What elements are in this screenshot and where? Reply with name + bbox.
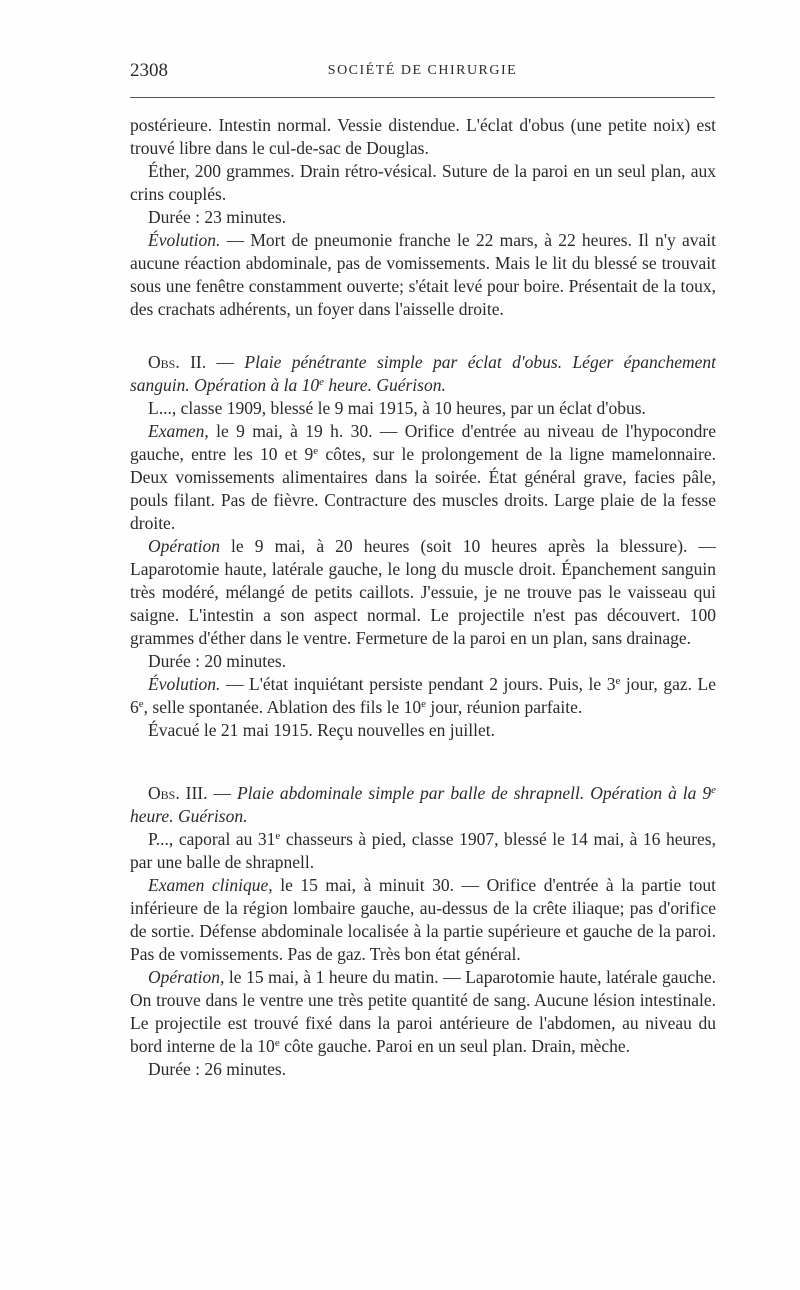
spacer <box>130 321 716 351</box>
header-rule <box>130 97 715 98</box>
title-part: heure. Guérison. <box>324 375 446 395</box>
paragraph <box>130 673 716 719</box>
superscript: e <box>319 376 324 388</box>
paragraph-text: le 9 mai, à 20 heures (soit 10 heures après la blessure). — Laparotomie haute, latérale gauche, le long du muscle droit. Épanchement sanguin très modéré, mélangé de petits caillots. J'essuie, je ne trouve pas le vaisseau qui saigne. L'intestin a son aspect normal. Le projectile n'est pas découvert. 100 grammes d'éther dans le ventre. Fermeture de la paroi en un plan, sans drainage. <box>130 536 716 648</box>
paragraph-text: côtes, sur le prolongement de la ligne mamelonnaire. Deux vomissements alimentaires dans la soirée. État général grave, facies pâle, pouls filant. Pas de fièvre. Contracture des muscles droits. Large plaie de la fesse droite. <box>130 444 717 533</box>
paragraph-text: jour, réunion parfaite. <box>426 697 583 717</box>
paragraph: L..., classe 1909, blessé le 9 mai 1915, à 10 heures, par un éclat d'obus. <box>148 398 646 418</box>
paragraph-text: jour, gaz. Le 6 <box>130 674 716 717</box>
title-part: Plaie pénétrante simple par éclat d'obus. Léger épanchement sanguin. Opération à la 10 <box>130 352 716 395</box>
section-label: Évolution. <box>148 674 221 694</box>
section-label: Examen clinique, <box>148 875 273 895</box>
body-text <box>130 114 716 1081</box>
superscript: e <box>615 675 621 687</box>
observation-heading <box>130 351 716 397</box>
paragraph: Évacué le 21 mai 1915. Reçu nouvelles en juillet. <box>148 720 495 740</box>
page-header <box>130 60 715 88</box>
paragraph-text: côte gauche. Paroi en un seul plan. Drain, mèche. <box>279 1036 631 1056</box>
paragraph-text: — Mort de pneumonie franche le 22 mars, à 22 heures. Il n'y avait aucune réaction abdominale, pas de vomissements. Mais le lit du blessé se trouvait sous une fenêtre constamment ouverte; s'était levé pour boire. Présentait de la toux, des crachats adhérents, un foyer dans l'aisselle droite. <box>130 230 716 319</box>
observation-label: Obs. III. <box>148 783 208 803</box>
paragraph: postérieure. Intestin normal. Vessie distendue. L'éclat d'obus (une petite noix) est trouvé libre dans le cul-de-sac de Douglas. <box>130 115 716 158</box>
dash: — <box>207 783 237 803</box>
paragraph: Éther, 200 grammes. Drain rétro-vésical. Suture de la paroi en un seul plan, aux crins couplés. <box>130 161 716 204</box>
paragraph-text: le 15 mai, à 1 heure du matin. — Laparotomie haute, latérale gauche. On trouve dans le ventre une très petite quantité de sang. Aucune lésion intestinale. Le projectile est trouvé fixé dans la paroi antérieure de l'abdomen, au niveau du bord interne de la 10 <box>130 967 716 1056</box>
observation-heading <box>130 782 716 828</box>
paragraph <box>130 229 716 321</box>
title-part: Plaie abdominale simple par balle de shrapnell. Opération à la 9 <box>236 783 712 803</box>
title-part: heure. Guérison. <box>130 806 248 826</box>
paragraph-text: le 15 mai, à minuit 30. — Orifice d'entrée à la partie tout inférieure de la région lombaire gauche, au-dessus de la crête iliaque; pas d'orifice de sortie. Défense abdominale localisée à la partie supérieure et gauche de la paroi. Pas de vomissements. Pas de gaz. Très bon état général. <box>130 875 716 964</box>
dash: — <box>206 352 245 372</box>
paragraph-text: chasseurs à pied, classe 1907, blessé le 14 mai, à 16 heures, par une balle de shrapnell. <box>130 829 716 872</box>
paragraph <box>130 828 716 874</box>
paragraph: Durée : 20 minutes. <box>148 651 287 671</box>
superscript: e <box>275 830 281 842</box>
superscript: e <box>313 445 319 457</box>
superscript: e <box>274 1037 280 1049</box>
paragraph-text: P..., caporal au 31 <box>148 829 276 849</box>
paragraph <box>130 966 716 1058</box>
section-label: Opération, <box>148 967 225 987</box>
spacer <box>130 742 716 782</box>
paragraph-text: — L'état inquiétant persiste pendant 2 jours. Puis, le 3 <box>220 674 616 694</box>
section-label: Opération <box>148 536 220 556</box>
paragraph <box>130 420 716 535</box>
paragraph-text: le 9 mai, à 19 h. 30. — Orifice d'entrée au niveau de l'hypocondre gauche, entre les 10 et 9 <box>130 421 716 464</box>
paragraph <box>130 535 716 650</box>
paragraph <box>130 874 716 966</box>
section-label: Examen, <box>148 421 209 441</box>
observation-label: Obs. II. <box>148 352 207 372</box>
running-title: SOCIÉTÉ DE CHIRURGIE <box>327 63 518 78</box>
paragraph-text: , selle spontanée. Ablation des fils le 10 <box>143 697 422 717</box>
superscript: e <box>421 698 427 710</box>
superscript: e <box>711 784 717 796</box>
paragraph: Durée : 26 minutes. <box>148 1059 287 1079</box>
superscript: e <box>138 698 144 710</box>
section-label: Évolution. <box>148 230 221 250</box>
page-number: 2308 <box>130 60 168 81</box>
paragraph: Durée : 23 minutes. <box>148 207 287 227</box>
